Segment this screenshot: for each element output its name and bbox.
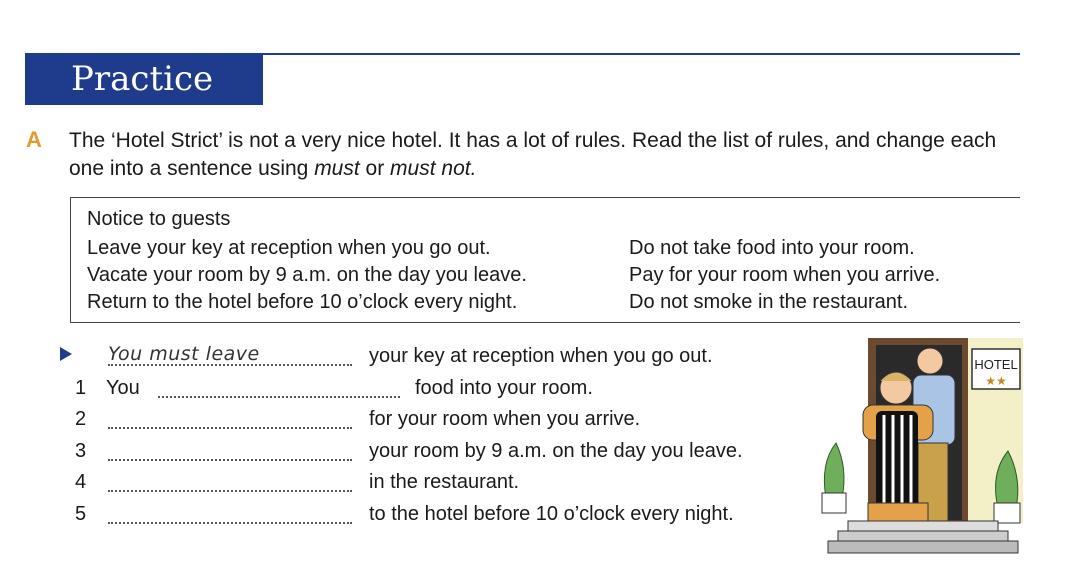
item-sentence-2: for your room when you arrive. [369, 408, 641, 430]
example-answer: You must leave [108, 343, 260, 365]
item-sentence-1: food into your room. [415, 377, 593, 399]
rule-left-2: Vacate your room by 9 a.m. on the day you leave. [87, 264, 527, 286]
left-pot [822, 493, 846, 513]
item-sentence-5: to the hotel before 10 o’clock every night. [369, 503, 734, 525]
rule-right-1: Do not take food into your room. [629, 237, 915, 259]
instruction-must-not: must not. [390, 157, 477, 180]
item-number-4: 4 [75, 471, 87, 493]
step-1 [848, 521, 998, 531]
left-plant-icon [824, 443, 844, 498]
man-head [917, 348, 943, 374]
instruction-must: must [314, 157, 360, 180]
woman-skirt [868, 503, 928, 523]
exercise-letter: A [26, 127, 42, 152]
instruction-or: or [359, 157, 391, 180]
answer-blank-2[interactable] [108, 427, 352, 429]
hotel-sign-text: HOTEL [974, 357, 1018, 372]
rule-left-1: Leave your key at reception when you go out. [87, 237, 491, 259]
item-number-5: 5 [75, 503, 87, 525]
instruction-text: The ‘Hotel Strict’ is not a very nice hotel. It has a lot of rules. Read the list of rules, and change each one into a sentence using [69, 129, 997, 180]
notice-box [70, 197, 1020, 323]
answer-blank-1[interactable] [158, 396, 400, 398]
item-prefix-1: You [106, 377, 140, 399]
item-sentence-3: your room by 9 a.m. on the day you leave. [369, 440, 743, 462]
example-arrow-icon [60, 347, 72, 361]
step-3 [828, 541, 1018, 553]
item-number-1: 1 [75, 377, 87, 399]
section-heading: Practice [25, 54, 263, 105]
hotel-illustration [818, 333, 1028, 558]
rule-right-2: Pay for your room when you arrive. [629, 264, 941, 286]
rule-right-3: Do not smoke in the restaurant. [629, 291, 909, 313]
answer-blank-3[interactable] [108, 459, 352, 461]
exercise-instruction [69, 127, 1019, 183]
rule-left-3: Return to the hotel before 10 o’clock every night. [87, 291, 518, 313]
hotel-sign-stars: ★★ [985, 374, 1007, 388]
notice-title: Notice to guests [87, 208, 231, 230]
right-pot [994, 503, 1020, 523]
item-sentence-4: in the restaurant. [369, 471, 520, 493]
example-sentence: your key at reception when you go out. [369, 345, 713, 367]
example-blank [108, 364, 352, 366]
step-2 [838, 531, 1008, 541]
answer-blank-5[interactable] [108, 522, 352, 524]
item-number-2: 2 [75, 408, 87, 430]
item-number-3: 3 [75, 440, 87, 462]
answer-blank-4[interactable] [108, 490, 352, 492]
